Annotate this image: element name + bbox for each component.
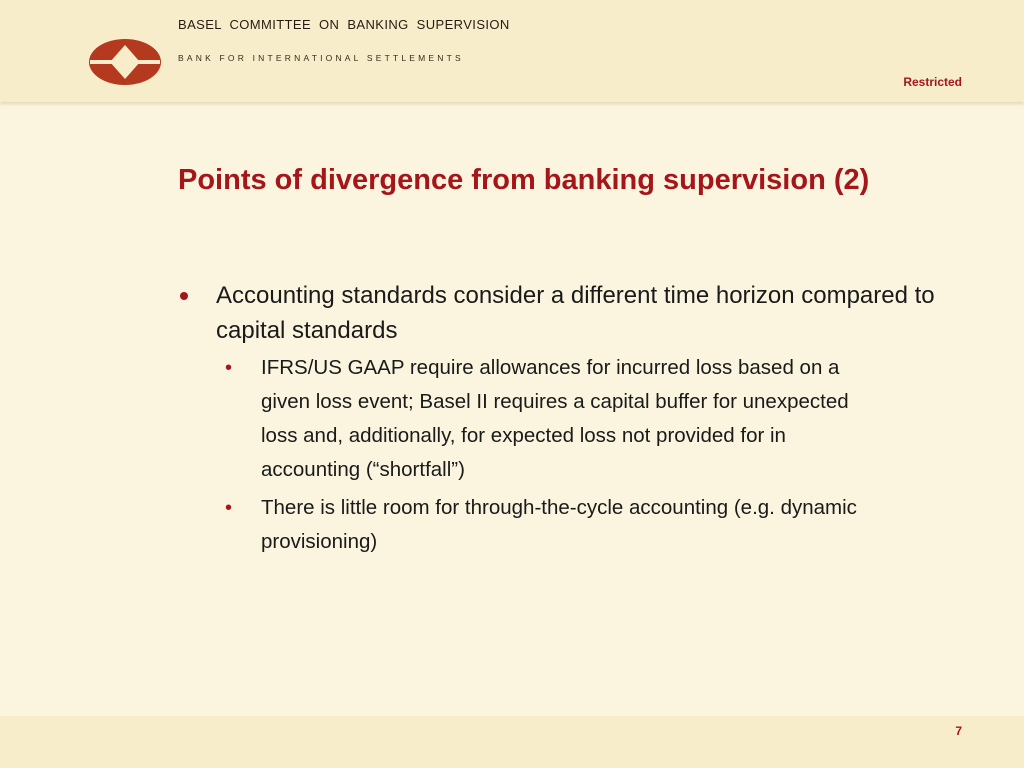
page-number: 7 bbox=[955, 724, 962, 738]
slide-title: Points of divergence from banking supervision (2) bbox=[178, 164, 870, 196]
sub-bullet-item bbox=[178, 351, 889, 487]
slide-content bbox=[178, 278, 978, 563]
sub-bullet-dot-icon: • bbox=[225, 357, 233, 379]
bullet-item bbox=[178, 278, 978, 348]
organization-title: BASEL COMMITTEE ON BANKING SUPERVISION bbox=[178, 17, 510, 32]
sub-bullet-text: IFRS/US GAAP require allowances for incurred loss based on a given loss event; Basel II requires a capital buffer for unexpected loss and, additionally, for expected loss not provided for in accounting (“shortfall”) bbox=[261, 356, 849, 481]
sub-bullet-dot-icon: • bbox=[225, 497, 233, 519]
slide-footer bbox=[0, 716, 1024, 768]
bis-logo-icon bbox=[88, 38, 162, 86]
sub-bullet-item bbox=[178, 491, 889, 559]
sub-bullet-list bbox=[178, 351, 978, 559]
bullet-text: Accounting standards consider a different time horizon compared to capital standards bbox=[216, 282, 935, 344]
sub-bullet-text: There is little room for through-the-cycle accounting (e.g. dynamic provisioning) bbox=[261, 496, 857, 553]
organization-subtitle: BANK FOR INTERNATIONAL SETTLEMENTS bbox=[178, 53, 464, 63]
slide-header bbox=[0, 0, 1024, 102]
bullet-dot-icon bbox=[180, 292, 188, 300]
classification-label: Restricted bbox=[903, 75, 962, 89]
